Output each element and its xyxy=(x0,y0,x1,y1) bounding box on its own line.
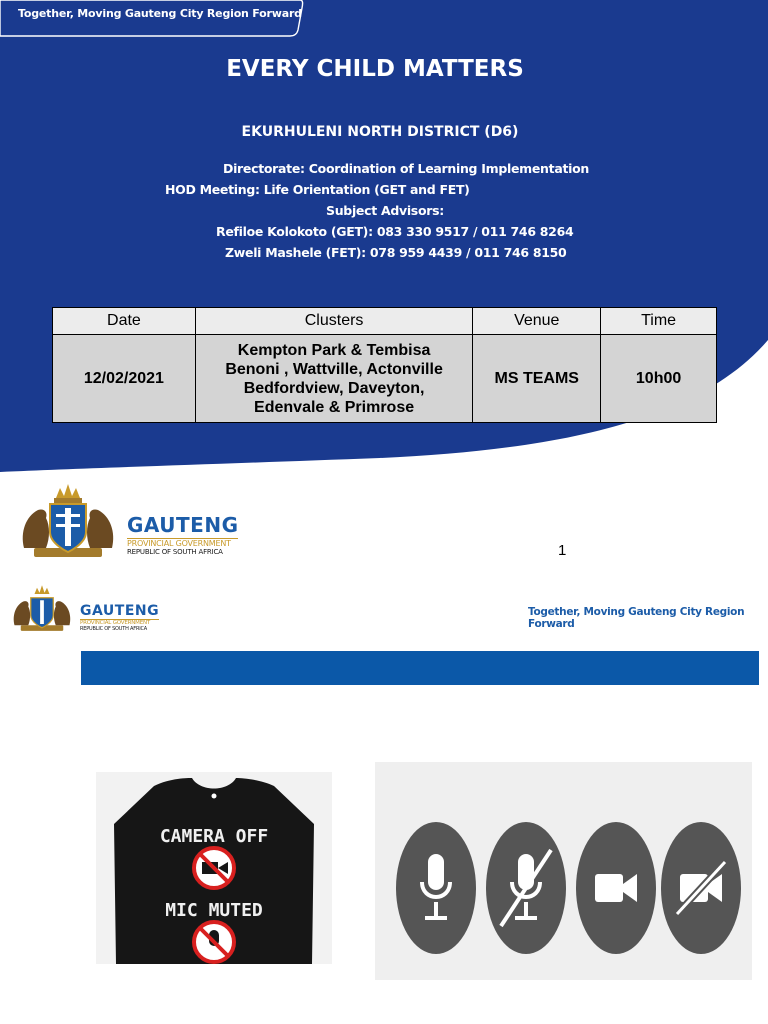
logo-name-small: GAUTENG xyxy=(80,603,160,619)
slide-1 xyxy=(0,0,768,478)
top-tagline: Together, Moving Gauteng City Region Forward xyxy=(18,7,302,20)
tshirt-image xyxy=(96,772,332,964)
tshirt-graphic xyxy=(96,772,332,964)
advisor-get-line: Refiloe Kolokoto (GET): 083 330 9517 / 011 746 8264 xyxy=(216,224,574,239)
logo-country: REPUBLIC OF SOUTH AFRICA xyxy=(127,548,223,556)
table-row xyxy=(53,335,717,423)
subject-advisors-label: Subject Advisors: xyxy=(326,203,444,218)
schedule-table xyxy=(52,307,717,423)
district-heading: EKURHULENI NORTH DISTRICT (D6) xyxy=(241,124,519,140)
mic-off-icon xyxy=(486,822,566,954)
logo-sub-small: PROVINCIAL GOVERNMENT xyxy=(80,619,159,626)
mic-icon xyxy=(396,822,476,954)
cell-venue: MS TEAMS xyxy=(473,335,601,423)
gauteng-logo-large xyxy=(16,482,120,567)
header-clusters: Clusters xyxy=(195,308,473,335)
coat-of-arms-icon xyxy=(16,482,120,562)
camera-off-icon xyxy=(661,822,741,954)
header-venue: Venue xyxy=(473,308,601,335)
slide-title: EVERY CHILD MATTERS xyxy=(226,56,524,82)
clusters-line-1: Kempton Park & Tembisa xyxy=(237,341,431,359)
header-time: Time xyxy=(601,308,717,335)
logo-name: GAUTENG xyxy=(127,513,239,537)
header-date: Date xyxy=(53,308,196,335)
gauteng-logo-small xyxy=(8,584,76,639)
logo-sub: PROVINCIAL GOVERNMENT xyxy=(127,538,238,548)
cell-time: 10h00 xyxy=(601,335,717,423)
icons-graphic xyxy=(375,762,752,980)
cell-clusters xyxy=(195,335,473,423)
advisor-fet-line: Zweli Mashele (FET): 078 959 4439 / 011 746 8150 xyxy=(225,245,567,260)
clusters-line-2: Benoni , Wattville, Actonville xyxy=(225,360,443,378)
directorate-line: Directorate: Coordination of Learning Implementation xyxy=(223,161,590,176)
clusters-line-4: Edenvale & Primrose xyxy=(254,398,415,416)
shirt-text-camera-off: CAMERA OFF xyxy=(159,826,269,847)
mic-camera-icons-image xyxy=(375,762,752,980)
clusters-line-3: Bedfordview, Daveyton, xyxy=(243,379,425,397)
camera-icon xyxy=(576,822,656,954)
table-header-row xyxy=(53,308,717,335)
coat-of-arms-small-icon xyxy=(8,584,76,634)
hod-meeting-line: HOD Meeting: Life Orientation (GET and FET) xyxy=(165,182,470,197)
logo-country-small: REPUBLIC OF SOUTH AFRICA xyxy=(80,626,148,632)
cell-date: 12/02/2021 xyxy=(53,335,196,423)
slide2-tagline: Together, Moving Gauteng City Region Forward xyxy=(528,606,745,630)
blue-title-bar xyxy=(81,651,759,685)
shirt-text-mic-muted: MIC MUTED xyxy=(165,900,263,921)
logo-text-large xyxy=(127,513,238,556)
logo-text-small xyxy=(80,603,159,632)
page-number: 1 xyxy=(558,542,567,559)
